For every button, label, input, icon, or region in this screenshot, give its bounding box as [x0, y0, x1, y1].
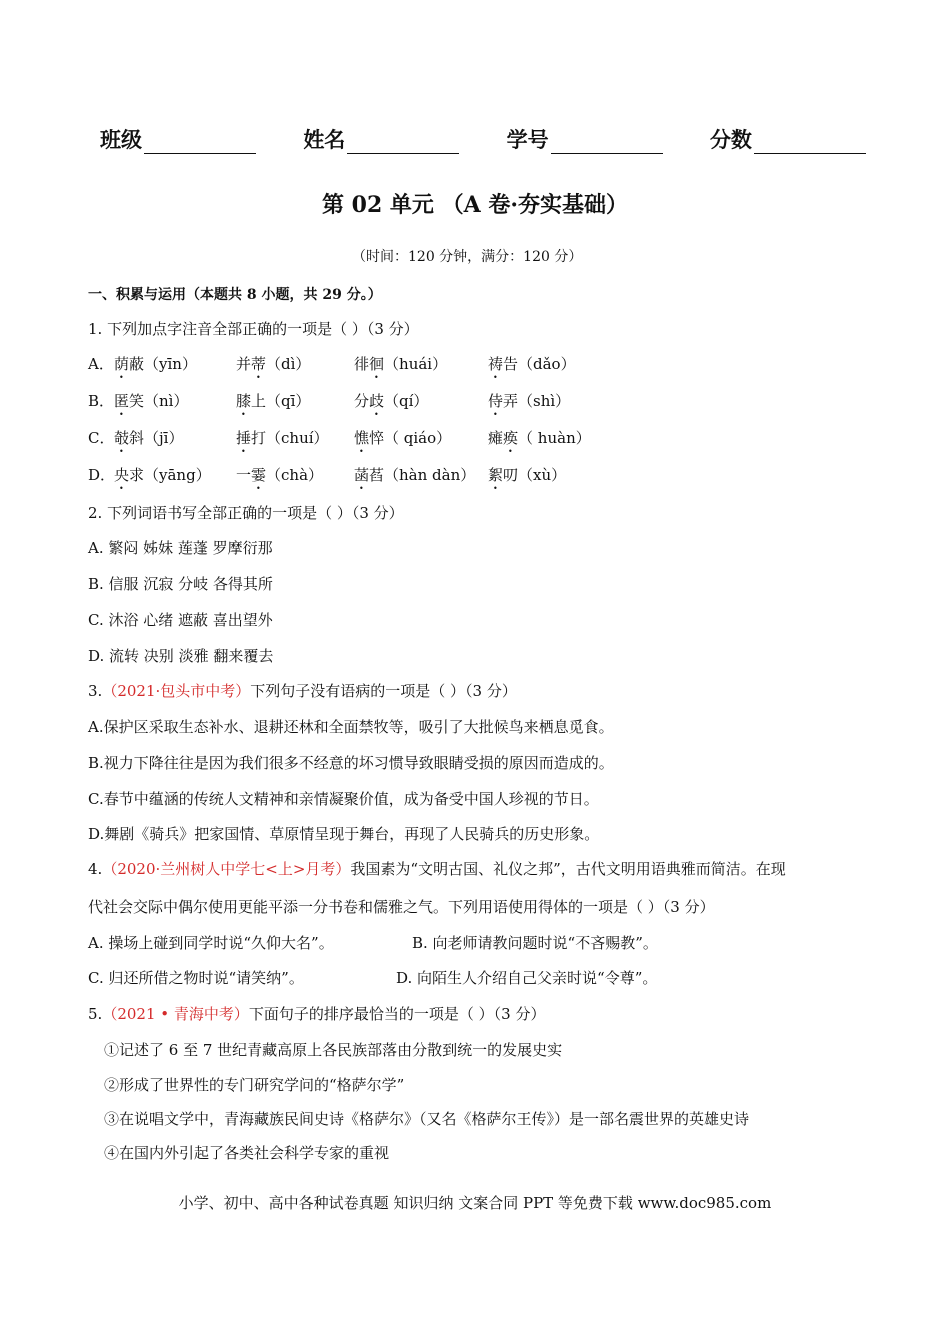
- word-part: （huái）: [384, 355, 448, 373]
- question-5-item-3: ③在说唱文学中，青海藏族民间史诗《格萨尔》（又名《格萨尔王传》）是一部名震世界的英雄史诗: [104, 1110, 750, 1128]
- word-part: 打（chuí）: [251, 429, 329, 447]
- dotted-character: 霎: [251, 466, 267, 484]
- question-2-option-a: A. 繁闷 姊妹 莲蓬 罗摩衍那: [88, 539, 273, 557]
- word-part: 笑（nì）: [129, 392, 189, 410]
- word-part: 萏（hàn dàn）: [369, 466, 476, 484]
- student-info-header: [100, 124, 950, 154]
- question-4-option-d: D. 向陌生人介绍自己父亲时说“令尊”。: [396, 969, 658, 987]
- dotted-character: 歧: [369, 392, 385, 410]
- question-2-option-d: D. 流转 决别 淡雅 翻来覆去: [88, 647, 274, 665]
- dotted-character: 匿: [114, 392, 130, 410]
- word-part: 悴（ qiáo）: [369, 429, 452, 447]
- question-4-option-c: C. 归还所借之物时说“请笑纳”。: [88, 969, 304, 987]
- pinyin-word: [114, 427, 183, 456]
- word-part: （qí）: [384, 392, 429, 410]
- question-5-item-1: ①记述了 6 至 7 世纪青藏高原上各民族部落由分散到统一的发展史实: [104, 1041, 563, 1059]
- score-blank[interactable]: [754, 133, 866, 154]
- section-heading: 一、积累与运用（本题共 8 小题，共 29 分。）: [88, 287, 382, 303]
- dotted-character: 菡: [354, 466, 370, 484]
- question-3-option-a: A.保护区采取生态补水、退耕还林和全面禁牧等，吸引了大批候鸟来栖息觅食。: [88, 718, 614, 736]
- page-title: 第 02 单元 （A 卷·夯实基础）: [322, 192, 628, 218]
- dotted-character: 侍: [488, 392, 504, 410]
- word-part: 弄（shì）: [503, 392, 571, 410]
- question-5-item-4: ④在国内外引起了各类社会科学专家的重视: [104, 1144, 390, 1162]
- class-blank[interactable]: [144, 133, 256, 154]
- question-4-option-a: A. 操场上碰到同学时说“久仰大名”。: [88, 934, 334, 952]
- question-2-stem: 2. 下列词语书写全部正确的一项是（ ）（3 分）: [88, 504, 404, 522]
- question-5-source: （2021 • 青海中考）: [102, 1005, 249, 1023]
- exam-time-info: （时间：120 分钟，满分：120 分）: [352, 249, 583, 265]
- question-2-option-c: C. 沐浴 心绪 遮蔽 喜出望外: [88, 611, 273, 629]
- word-part: 徘: [354, 355, 370, 373]
- pinyin-word: [488, 427, 591, 456]
- word-part: 上（qī）: [251, 392, 311, 410]
- dotted-character: 捶: [236, 429, 252, 447]
- question-4-source: （2020·兰州树人中学七<上>月考）: [102, 860, 351, 878]
- pinyin-word: [488, 353, 576, 382]
- pinyin-word: [114, 353, 197, 382]
- dotted-character: 祷: [488, 355, 504, 373]
- option-label: C．: [88, 429, 115, 447]
- pinyin-word: [236, 353, 310, 382]
- question-3-option-d: D.舞剧《骑兵》把家国情、草原情呈现于舞台，再现了人民骑兵的历史形象。: [88, 825, 600, 843]
- word-part: 瘫: [488, 429, 504, 447]
- option-label: A．: [88, 355, 114, 373]
- question-4-stem-line1: 4.（2020·兰州树人中学七<上>月考）我国素为“文明古国、礼仪之邦”，古代文明用语典雅而简洁。在现: [88, 860, 786, 878]
- dotted-character: 攲: [114, 429, 130, 447]
- question-4-option-b: B. 向老师请教问题时说“不吝赐教”。: [412, 934, 658, 952]
- pinyin-word: [354, 353, 447, 382]
- question-3-stem: 3.（2021·包头市中考）下列句子没有语病的一项是（ ）（3 分）: [88, 682, 517, 700]
- pinyin-word: [488, 390, 570, 419]
- question-5-item-2: ②形成了世界性的专门研究学问的“格萨尔学”: [104, 1076, 405, 1094]
- score-field: 分数: [710, 124, 866, 154]
- name-blank[interactable]: [347, 133, 459, 154]
- question-1-stem: 1. 下列加点字注音全部正确的一项是（ ）（3 分）: [88, 320, 419, 338]
- question-4-stem-line2: 代社会交际中偶尔使用更能平添一分书卷和儒雅之气。下列用语使用得体的一项是（ ）（3 分）: [88, 898, 715, 916]
- dotted-character: 荫: [114, 355, 130, 373]
- pinyin-word: [354, 464, 475, 493]
- word-part: 并: [236, 355, 252, 373]
- page-footer: 小学、初中、高中各种试卷真题 知识归纳 文案合同 PPT 等免费下载 www.doc985.com: [178, 1194, 772, 1212]
- dotted-character: 央: [114, 466, 130, 484]
- question-3-option-c: C.春节中蕴涵的传统人文精神和亲情凝聚价值，成为备受中国人珍视的节日。: [88, 790, 599, 808]
- question-5-stem: 5.（2021 • 青海中考）下面句子的排序最恰当的一项是（ ）（3 分）: [88, 1005, 546, 1023]
- pinyin-word: [236, 390, 310, 419]
- class-field: 班级: [100, 124, 256, 154]
- word-part: 斜（jī）: [129, 429, 184, 447]
- word-part: （ huàn）: [518, 429, 591, 447]
- question-2-option-b: B. 信服 沉寂 分岐 各得其所: [88, 575, 273, 593]
- word-part: 蔽（yīn）: [129, 355, 197, 373]
- word-part: 一: [236, 466, 252, 484]
- word-part: 叨（xù）: [503, 466, 567, 484]
- dotted-character: 痪: [503, 429, 519, 447]
- dotted-character: 蒂: [251, 355, 267, 373]
- pinyin-word: [114, 464, 211, 493]
- question-3-source: （2021·包头市中考）: [102, 682, 251, 700]
- word-part: 告（dǎo）: [503, 355, 576, 373]
- pinyin-word: [236, 427, 329, 456]
- student-id-field: 学号: [507, 124, 663, 154]
- question-3-option-b: B.视力下降往往是因为我们很多不经意的坏习惯导致眼睛受损的原因而造成的。: [88, 754, 614, 772]
- dotted-character: 徊: [369, 355, 385, 373]
- word-part: 求（yāng）: [129, 466, 211, 484]
- option-label: B．: [88, 392, 115, 410]
- pinyin-word: [236, 464, 323, 493]
- dotted-character: 絮: [488, 466, 504, 484]
- student-id-blank[interactable]: [551, 133, 663, 154]
- dotted-character: 膝: [236, 392, 252, 410]
- pinyin-word: [354, 390, 428, 419]
- pinyin-word: [488, 464, 566, 493]
- dotted-character: 憔: [354, 429, 370, 447]
- word-part: （chà）: [266, 466, 324, 484]
- option-label: D．: [88, 466, 116, 484]
- pinyin-word: [114, 390, 188, 419]
- name-field: 姓名: [303, 124, 459, 154]
- word-part: 分: [354, 392, 370, 410]
- pinyin-word: [354, 427, 451, 456]
- word-part: （dì）: [266, 355, 311, 373]
